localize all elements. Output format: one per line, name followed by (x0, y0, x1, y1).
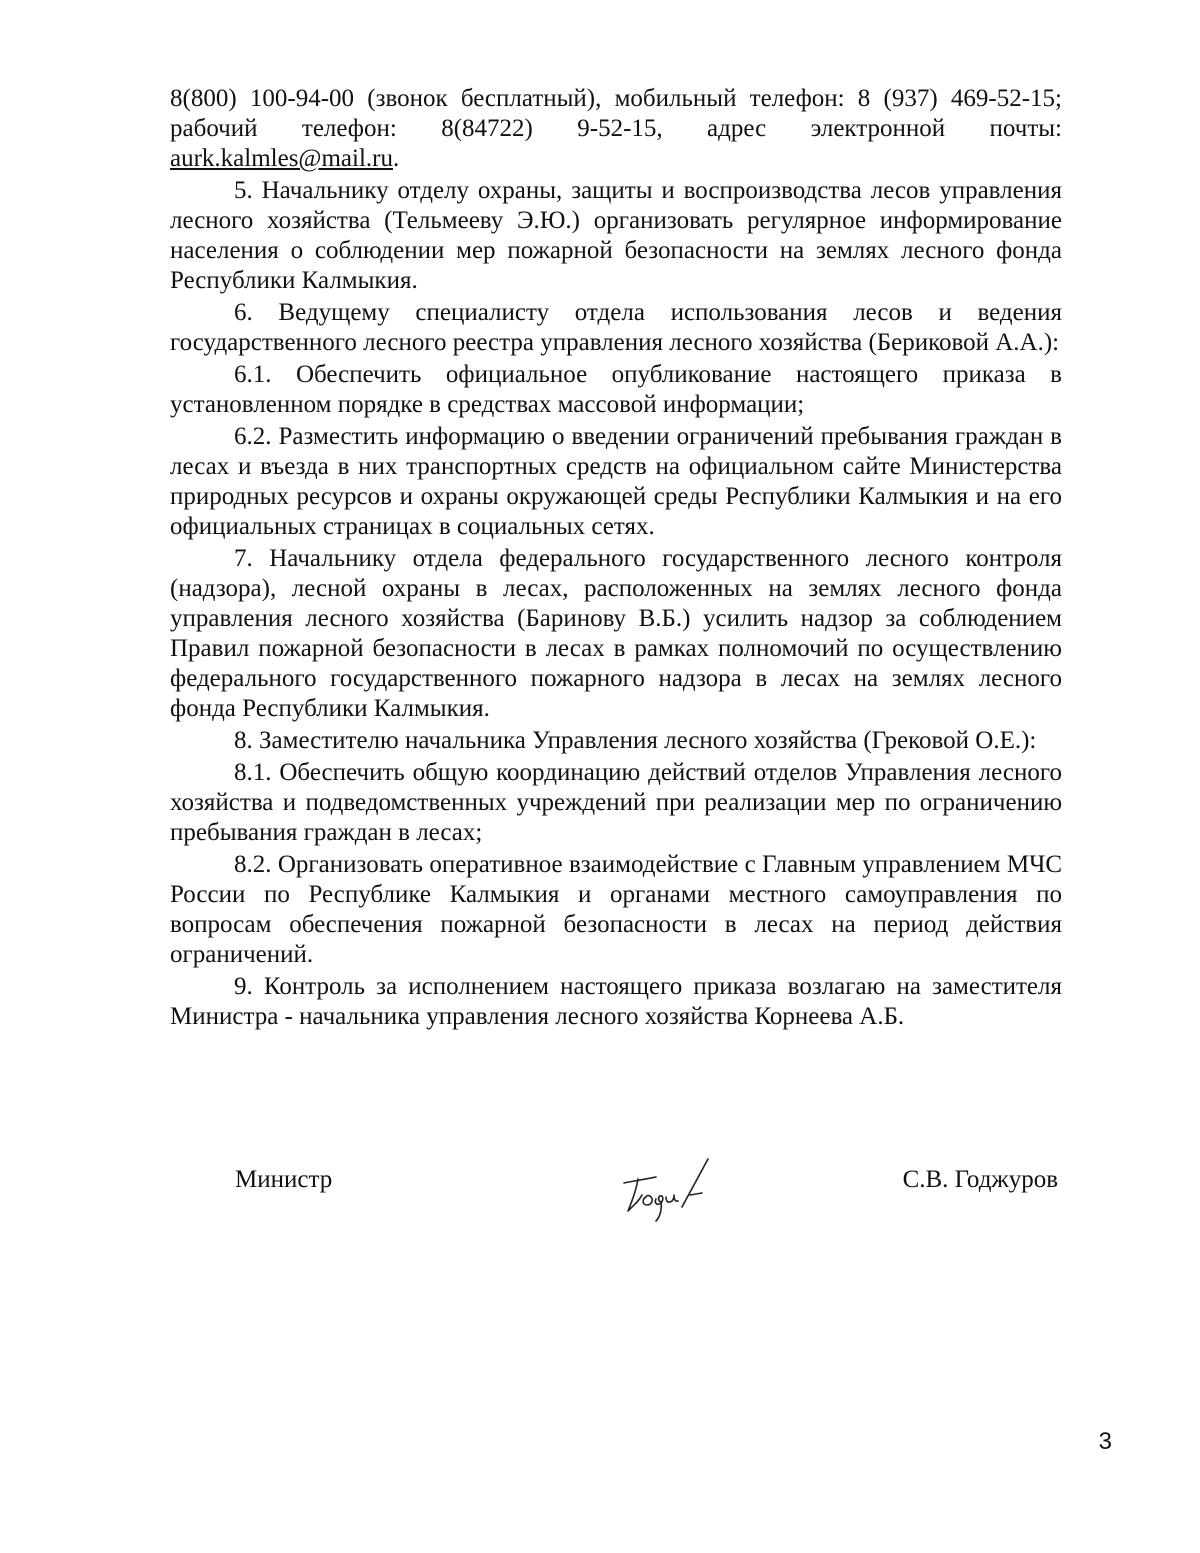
paragraph-contacts (170, 84, 1062, 174)
paragraph-item-8-2: 8.2. Организовать оперативное взаимодействие с Главным управлением МЧС России по Республике Калмыкия и органами местного самоуправления по вопросам обеспечения пожарной безопасности в лесах на период действия ограничений. (170, 851, 1062, 968)
paragraph-item-5: 5. Начальнику отделу охраны, защиты и воспроизводства лесов управления лесного хозяйства (Тельмееву Э.Ю.) организовать регулярное информирование населения о соблюдении мер пожарной безопасности на землях лесного фонда Республики Калмыкия. (170, 177, 1062, 294)
document-body (170, 84, 1062, 1034)
signature-block (0, 1165, 1200, 1245)
page-number: 3 (1098, 1428, 1112, 1455)
paragraph-item-8-1: 8.1. Обеспечить общую координацию действий отделов Управления лесного хозяйства и подведомственных учреждений при реализации мер по ограничению пребывания граждан в лесах; (170, 759, 1062, 846)
contacts-text: 8(800) 100-94-00 (звонок бесплатный), мобильный телефон: 8 (937) 469-52-15; рабочий телефон: 8(84722) 9-52-15, адрес электронной почты: (170, 85, 1062, 142)
handwritten-signature-icon (612, 1155, 742, 1235)
paragraph-item-8: 8. Заместителю начальника Управления лесного хозяйства (Грековой О.Е.): (234, 727, 1037, 754)
paragraph-item-6: 6. Ведущему специалисту отдела использования лесов и ведения государственного лесного реестра управления лесного хозяйства (Бериковой А.А.): (170, 299, 1062, 356)
paragraph-item-6-2: 6.2. Разместить информацию о введении ограничений пребывания граждан в лесах и въезда в них транспортных средств на официальном сайте Министерства природных ресурсов и охраны окружающей среды Республики Калмыкия и на его официальных страницах в социальных сетях. (170, 423, 1062, 540)
email-link[interactable]: aurk.kalmles@mail.ru (170, 145, 393, 172)
signatory-title: Министр (235, 1166, 333, 1193)
paragraph-item-9: 9. Контроль за исполнением настоящего приказа возлагаю на заместителя Министра - начальника управления лесного хозяйства Корнеева А.Б. (170, 973, 1062, 1030)
signatory-name: С.В. Годжуров (902, 1166, 1058, 1193)
paragraph-item-7: 7. Начальнику отдела федерального государственного лесного контроля (надзора), лесной охраны в лесах, расположенных на землях лесного фонда управления лесного хозяйства (Баринову В.Б.) усилить надзор за соблюдением Правил пожарной безопасности в лесах в рамках полномочий по осуществлению федерального государственного пожарного надзора в лесах на землях лесного фонда Республики Калмыкия. (170, 545, 1062, 722)
paragraph-item-6-1: 6.1. Обеспечить официальное опубликование настоящего приказа в установленном порядке в средствах массовой информации; (170, 361, 1062, 418)
contacts-tail: . (392, 145, 400, 172)
